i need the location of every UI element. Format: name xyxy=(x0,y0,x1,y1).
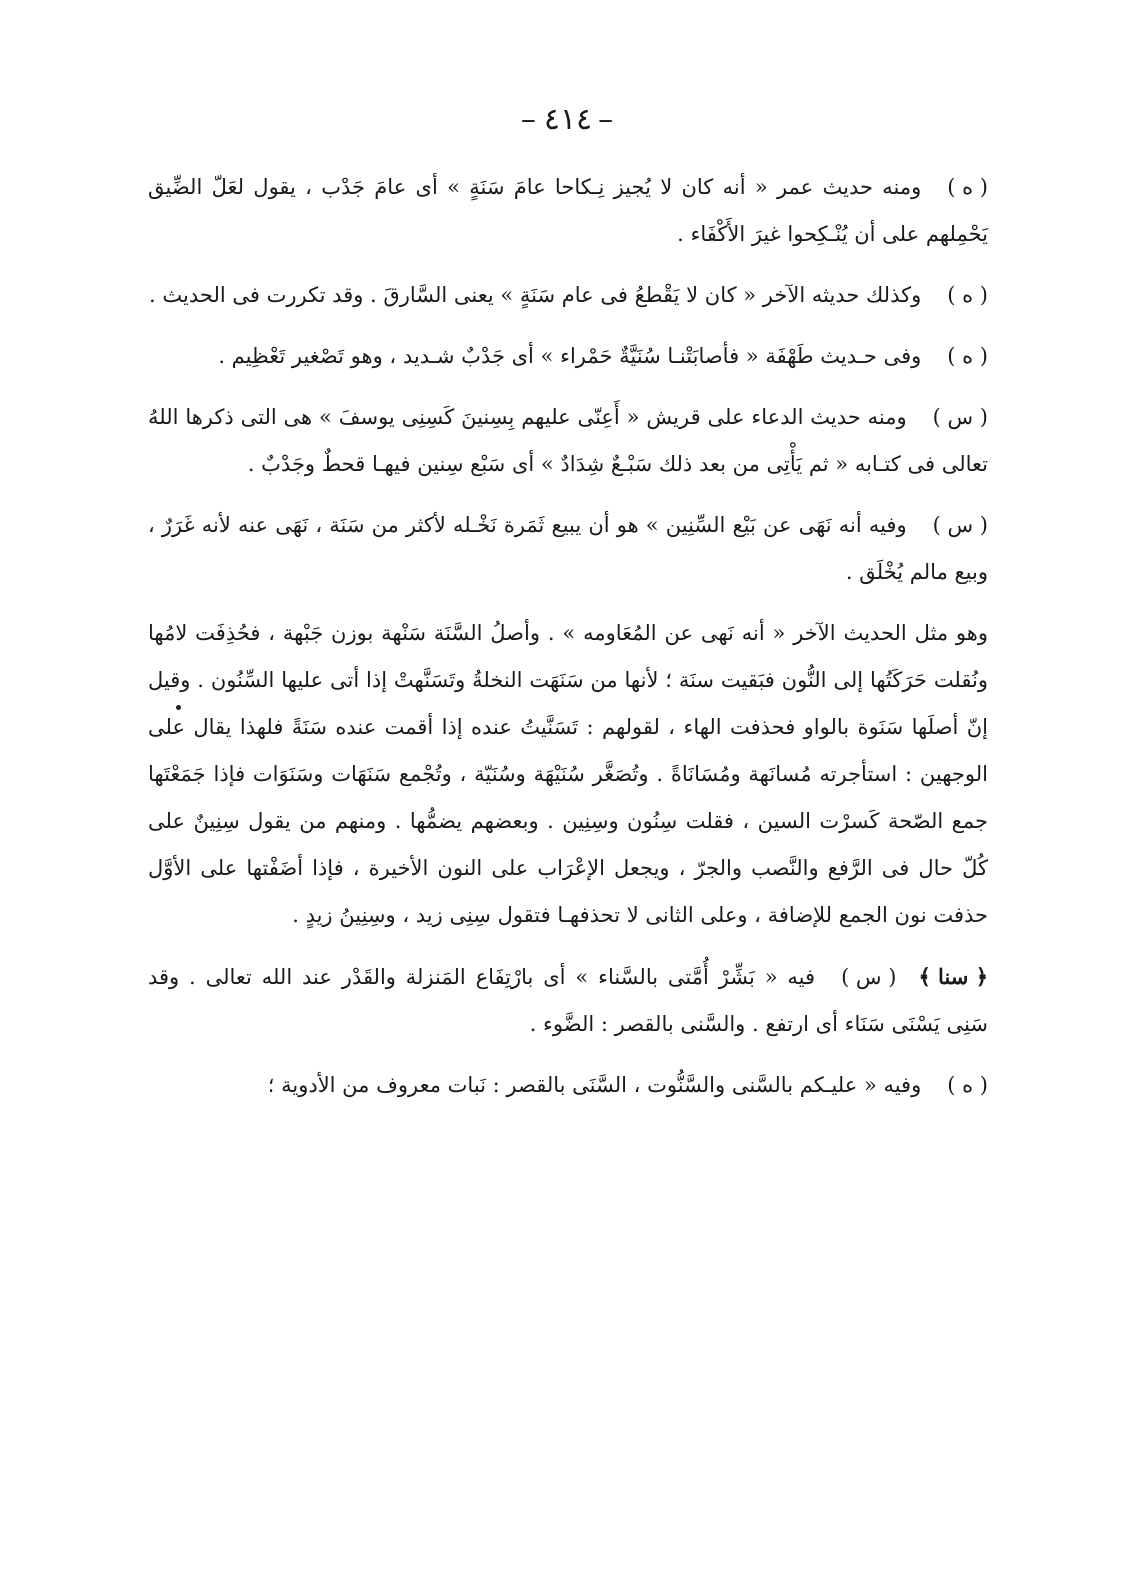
dash-left: – xyxy=(598,102,616,137)
entry-text: ومنه حديث الدعاء على قريش « أَعِنّى عليهم بِسِنينَ كَسِنِى يوسفَ » هى التى ذكرها اللهُ تعالى فى كتـابه « ثم يَأْتِى من بعد ذلك سَبْـعٌ شِدَادٌ » أى سَبْع سِنين فيهـا قحطٌ وجَدْبٌ . xyxy=(148,405,988,476)
entry-6-paragraph xyxy=(148,610,988,939)
dash-right: – xyxy=(520,102,538,137)
entry-text: وكذلك حديثه الآخر « كان لا يَقْطعُ فى عام سَنَةٍ » يعنى السَّارقَ . وقد تكررت فى الحديث . xyxy=(149,283,922,307)
entry-tag: ( ه ) xyxy=(947,1073,988,1097)
entry-text: وفيه « عليـكم بالسَّنى والسَّنُّوت ، السَّنَى بالقصر : نَبات معروف من الأدوية ؛ xyxy=(267,1073,922,1097)
entry-tag: ( ه ) xyxy=(947,344,988,368)
stray-dot-mark xyxy=(176,705,181,710)
entry-tag: ( س ) xyxy=(932,405,988,429)
entry-8 xyxy=(148,1062,988,1109)
entry-2 xyxy=(148,272,988,319)
page-number-value: ٤١٤ xyxy=(543,102,593,137)
entry-text: وهو مثل الحديث الآخر « أنه نَهى عن المُعَاومه » . وأصلُ السَّنَة سَنْهة بوزن جَبْهة ، فحُذِفَت لامُها ونُقلت حَرَكَتُها إلى النُّون فبَقيت سنَة ؛ لأنها من سَنَهَت النخلةُ وتَسَنَّهتْ إذا أتى عليها السِّنُون . وقيل إنّ أصلَها سَنَوة بالواو فحذفت الهاء ، لقولهم : تَسَنَّيتُ عنده إذا أقمت عنده سَنَةً فلهذا يقال على الوجهين : استأجرته مُسانَهة ومُسَانَاةً . وتُصَغَّر سُنَيْهَة وسُنَيّة ، وتُجْمع سَنَهَات وسَنَوَات فإذا جَمَعْتَها جمع الصّحة كَسرْت السين ، فقلت سِنُون وسِنِين . وبعضهم يضمُّها . ومنهم من يقول سِنِينٌ على كُلّ حال فى الرَّفع والنَّصب والجرّ ، ويجعل الإعْرَاب على النون الأخيرة ، فإذا أضَفْتها على الأوَّل حذفت نون الجمع للإضافة ، وعلى الثانى لا تحذفهـا فتقول سِنِى زيد ، وسِنِينُ زيدٍ . xyxy=(148,621,988,927)
document-page xyxy=(148,100,988,1500)
entry-3 xyxy=(148,333,988,380)
entry-tag: ( ه ) xyxy=(947,175,988,199)
entry-4 xyxy=(148,394,988,488)
page-number xyxy=(148,100,988,140)
entry-tag: ( ه ) xyxy=(947,283,988,307)
entry-tag: ( س ) xyxy=(932,513,988,537)
entry-1 xyxy=(148,164,988,258)
entry-text: فيه « بَشِّرْ أُمَّتى بالسَّناء » أى بارْتِفَاع المَنزلة والقَدْر عند الله تعالى . وقد سَنِى يَسْنَى سَنَاء أى ارتفع . والسَّنى بالقصر : الضَّوء . xyxy=(148,965,988,1036)
entry-7-root-sana xyxy=(148,953,988,1048)
entry-text: وفيه أنه نَهَى عن بَيْع السِّنِين » هو أن يبيع ثَمَرة نَخْـله لأكثر من سَنَة ، نَهَى عنه لأنه غَرَرٌ ، وبيع مالم يُخْلَق . xyxy=(148,513,988,584)
entry-5 xyxy=(148,502,988,596)
entry-text: ومنه حديث عمر « أنه كان لا يُجيز نِـكاحا عامَ سَنَةٍ » أى عامَ جَدْب ، يقول لعَلّ الضِّيق يَحْمِلهم على أن يُنْـكِحوا غيرَ الأَكْفَاء . xyxy=(148,175,988,246)
entry-text: وفى حـديث طَهْفَة « فأصابَتْنـا سُنَيَّةٌ حَمْراء » أى جَدْبٌ شـديد ، وهو تَصْغير تَعْظِيم . xyxy=(218,344,922,368)
root-heading: ﴿ سنا ﴾ xyxy=(918,964,988,989)
entry-tag: ( س ) xyxy=(841,965,897,989)
